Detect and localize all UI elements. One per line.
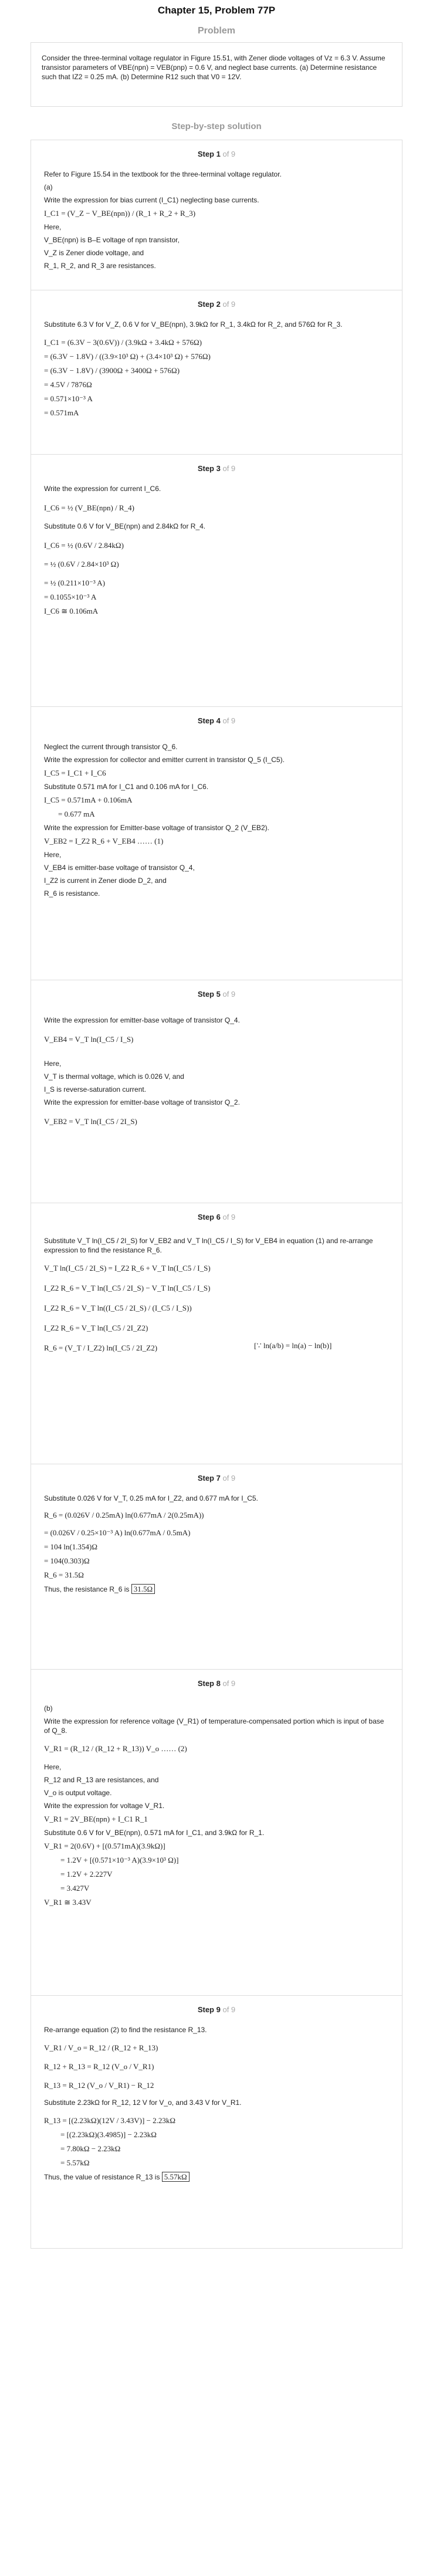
equation: I_C5 = I_C1 + I_C6: [44, 769, 106, 777]
step-text: R_6 is resistance.: [44, 889, 100, 898]
step-text: Here,: [44, 1763, 62, 1771]
step-5: [31, 980, 402, 1203]
equation: = 0.677 mA: [58, 810, 95, 818]
equation: = 1.2V + [(0.571×10⁻³ A)(3.9×10³ Ω)]: [60, 1856, 179, 1864]
step-text: Thus, the resistance R_6 is: [44, 1585, 130, 1593]
step-text: Substitute 6.3 V for V_Z, 0.6 V for V_BE(npn), 3.9kΩ for R_1, 3.4kΩ for R_2, and 576Ω for R_3.: [44, 320, 343, 329]
step-6: [31, 1203, 402, 1464]
step-8: [31, 1669, 402, 1995]
step-text: Thus, the value of resistance R_13 is: [44, 2173, 160, 2181]
step-count: of 9: [222, 990, 236, 998]
step-text: Neglect the current through transistor Q_6.: [44, 743, 178, 751]
step-text: Refer to Figure 15.54 in the textbook for the three-terminal voltage regulator.: [44, 170, 282, 178]
equation: V_EB2 = V_T ln(I_C5 / 2I_S): [44, 1117, 137, 1126]
equation: = (6.3V − 1.8V) / ((3.9×10³ Ω) + (3.4×10³ Ω) + 576Ω): [44, 352, 211, 361]
step-number: Step 2: [197, 300, 221, 309]
equation: = ½ (0.6V / 2.84×10³ Ω): [44, 560, 119, 568]
equation: V_R1 ≅ 3.43V: [44, 1898, 92, 1907]
step-text: V_EB4 is emitter-base voltage of transistor Q_4,: [44, 864, 195, 872]
step-text: V_Z is Zener diode voltage, and: [44, 249, 144, 257]
step-count: of 9: [222, 300, 236, 309]
equation: = [(2.23kΩ)(3.4985)] − 2.23kΩ: [60, 2130, 157, 2139]
answer-box: 5.57kΩ: [162, 2172, 190, 2182]
equation: R_12 + R_13 = R_12 (V_o / V_R1): [44, 2062, 154, 2071]
step-text: (a): [44, 183, 53, 191]
equation: = 5.57kΩ: [60, 2158, 90, 2167]
equation: I_C5 = 0.571mA + 0.106mA: [44, 796, 133, 804]
equation: I_C6 = ½ (0.6V / 2.84kΩ): [44, 541, 124, 550]
step-count: of 9: [222, 464, 236, 473]
equation: I_C6 ≅ 0.106mA: [44, 607, 99, 615]
step-text: Here,: [44, 223, 62, 231]
step-text: Write the expression for voltage V_R1.: [44, 1802, 165, 1810]
equation: = 0.571mA: [44, 408, 79, 417]
equation: = ½ (0.211×10⁻³ A): [44, 578, 106, 587]
step-text: Substitute 0.6 V for V_BE(npn) and 2.84kΩ for R_4.: [44, 522, 206, 530]
step-text: I_Z2 is current in Zener diode D_2, and: [44, 876, 167, 885]
equation: V_EB4 = V_T ln(I_C5 / I_S): [44, 1035, 134, 1044]
step-2: [31, 290, 402, 454]
equation: R_13 = [(2.23kΩ)(12V / 3.43V)] − 2.23kΩ: [44, 2116, 176, 2125]
equation: = 1.2V + 2.227V: [60, 1870, 113, 1878]
step-text: Write the expression for Emitter-base voltage of transistor Q_2 (V_EB2).: [44, 824, 269, 832]
answer-box: 31.5Ω: [131, 1584, 155, 1594]
step-7: [31, 1464, 402, 1669]
step-text: Here,: [44, 851, 62, 859]
step-text: I_S is reverse-saturation current.: [44, 1085, 147, 1094]
problem-statement: [31, 42, 402, 107]
step-9: [31, 1995, 402, 2249]
step-number: Step 7: [197, 1474, 221, 1482]
step-count: of 9: [222, 2005, 236, 2014]
equation: = 0.571×10⁻³ A: [44, 394, 93, 403]
equation: V_R1 = (R_12 / (R_12 + R_13)) V_o …… (2): [44, 1744, 187, 1753]
step-text: V_o is output voltage.: [44, 1789, 112, 1797]
equation: V_R1 = 2V_BE(npn) + I_C1 R_1: [44, 1815, 148, 1823]
step-text: Substitute 0.026 V for V_T, 0.25 mA for I_Z2, and 0.677 mA for I_C5.: [44, 1494, 258, 1502]
step-text: Substitute 0.571 mA for I_C1 and 0.106 mA for I_C6.: [44, 783, 209, 791]
equation: R_6 = (V_T / I_Z2) ln(I_C5 / 2I_Z2): [44, 1343, 158, 1352]
equation: = 104(0.303)Ω: [44, 1556, 90, 1565]
solution-heading: Step-by-step solution: [171, 121, 262, 131]
equation: R_6 = (0.026V / 0.25mA) ln(0.677mA / 2(0.25mA)): [44, 1511, 204, 1519]
step-text: Re-arrange equation (2) to find the resistance R_13.: [44, 2026, 207, 2034]
step-text: V_T is thermal voltage, which is 0.026 V, and: [44, 1072, 184, 1081]
equation: V_R1 / V_o = R_12 / (R_12 + R_13): [44, 2043, 158, 2052]
step-text: (b): [44, 1704, 53, 1712]
equation: I_Z2 R_6 = V_T ln(I_C5 / 2I_S) − V_T ln(I_C5 / I_S): [44, 1284, 211, 1292]
problem-heading: Problem: [197, 26, 235, 36]
step-text: R_1, R_2, and R_3 are resistances.: [44, 262, 156, 270]
equation: = 3.427V: [60, 1884, 90, 1893]
step-text: Substitute 2.23kΩ for R_12, 12 V for V_o, and 3.43 V for V_R1.: [44, 2098, 242, 2107]
equation: = 4.5V / 7876Ω: [44, 380, 92, 389]
step-number: Step 9: [197, 2005, 221, 2014]
step-count: of 9: [222, 150, 236, 158]
step-count: of 9: [222, 716, 236, 725]
step-4: [31, 706, 402, 980]
step-text: Substitute 0.6 V for V_BE(npn), 0.571 mA for I_C1, and 3.9kΩ for R_1.: [44, 1829, 265, 1837]
step-text: R_12 and R_13 are resistances, and: [44, 1776, 159, 1784]
equation: = 104 ln(1.354)Ω: [44, 1542, 98, 1551]
equation: = (6.3V − 1.8V) / (3900Ω + 3400Ω + 576Ω): [44, 366, 180, 375]
step-count: of 9: [222, 1213, 236, 1221]
log-identity-note: [∵ ln(a/b) = ln(a) − ln(b)]: [254, 1341, 332, 1350]
equation: I_C1 = (6.3V − 3(0.6V)) / (3.9kΩ + 3.4kΩ + 576Ω): [44, 338, 202, 347]
final-answer-line: [44, 2172, 389, 2182]
equation: V_EB2 = I_Z2 R_6 + V_EB4 …… (1): [44, 837, 164, 845]
equation: I_Z2 R_6 = V_T ln(I_C5 / 2I_Z2): [44, 1323, 148, 1332]
step-text: Write the expression for emitter-base voltage of transistor Q_2.: [44, 1098, 240, 1106]
step-number: Step 1: [197, 150, 221, 158]
equation: V_T ln(I_C5 / 2I_S) = I_Z2 R_6 + V_T ln(I_C5 / I_S): [44, 1264, 211, 1272]
step-number: Step 5: [197, 990, 221, 998]
step-text: Write the expression for current I_C6.: [44, 485, 161, 493]
step-count: of 9: [222, 1474, 236, 1482]
step-number: Step 4: [197, 716, 221, 725]
step-text: Write the expression for emitter-base voltage of transistor Q_4.: [44, 1016, 240, 1024]
step-number: Step 3: [197, 464, 221, 473]
step-3: [31, 454, 402, 706]
final-answer-line: [44, 1584, 389, 1595]
step-text: Substitute V_T ln(I_C5 / 2I_S) for V_EB2 and V_T ln(I_C5 / I_S) for V_EB4 in equation (1) and re-arrange expression to find the resistance R_6.: [44, 1237, 373, 1254]
step-number: Step 8: [197, 1679, 221, 1688]
step-text: Write the expression for collector and emitter current in transistor Q_5 (I_C5).: [44, 756, 285, 764]
equation: I_C6 = ½ (V_BE(npn) / R_4): [44, 503, 134, 512]
equation: R_13 = R_12 (V_o / V_R1) − R_12: [44, 2081, 154, 2090]
step-count: of 9: [222, 1679, 236, 1688]
equation: I_Z2 R_6 = V_T ln((I_C5 / 2I_S) / (I_C5 / I_S)): [44, 1304, 192, 1312]
equation: = (0.026V / 0.25×10⁻³ A) ln(0.677mA / 0.5mA): [44, 1528, 191, 1537]
equation: V_R1 = 2(0.6V) + [(0.571mA)(3.9kΩ)]: [44, 1842, 165, 1850]
step-text: Write the expression for reference voltage (V_R1) of temperature-compensated portion which is input of base of Q_8.: [44, 1717, 384, 1735]
equation: R_6 = 31.5Ω: [44, 1570, 84, 1579]
step-text: Here,: [44, 1059, 62, 1068]
step-1: [31, 140, 402, 290]
step-text: V_BE(npn) is B–E voltage of npn transistor,: [44, 236, 180, 244]
equation: = 0.1055×10⁻³ A: [44, 593, 97, 601]
page-title: Chapter 15, Problem 77P: [157, 5, 276, 16]
problem-text: Consider the three-terminal voltage regulator in Figure 15.51, with Zener diode voltages of Vz = 6.3 V. Assume transistor parameters of VBE(npn) = VEB(pnp) = 0.6 V, and neglect base currents. (a) Determine resistance such that IZ2 = 0.25 mA. (b) Determine R12 such that V0 = 12V.: [42, 54, 385, 81]
step-number: Step 6: [197, 1213, 221, 1221]
equation: I_C1 = (V_Z − V_BE(npn)) / (R_1 + R_2 + R_3): [44, 209, 196, 218]
equation: = 7.80kΩ − 2.23kΩ: [60, 2144, 121, 2153]
step-text: Write the expression for bias current (I_C1) neglecting base currents.: [44, 196, 259, 204]
